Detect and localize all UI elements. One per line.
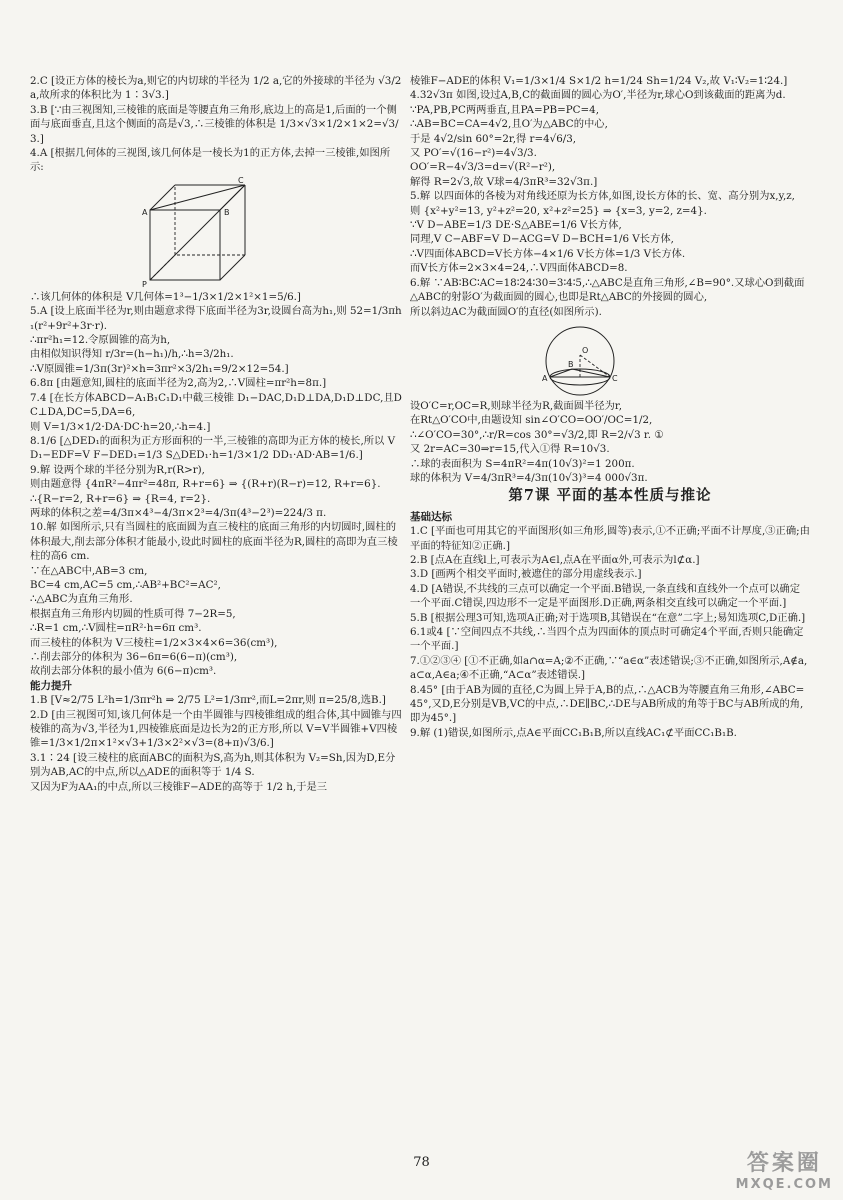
solution-paragraph: 两球的体积之差=4/3π×4³−4/3π×2³=4/3π(4³−2³)=224/3 π.	[30, 506, 327, 519]
solution-paragraph: 5.A [设上底面半径为r,则由题意求得下底面半径为3r,设圆台高为h₁,则 52=1/3πh₁(r²+9r²+3r·r).	[30, 305, 402, 332]
solution-paragraph: 又因为F为AA₁的中点,所以三棱锥F−ADE的高等于 1/2 h,于是三	[30, 780, 328, 793]
solution-paragraph: 5.解 以四面体的各棱为对角线还原为长方体,如图,设长方体的长、宽、高分别为x,y,z,	[410, 190, 795, 203]
solution-paragraph: 球的体积为 V=4/3πR³=4/3π(10√3)³=4 000√3π.	[410, 471, 648, 484]
solution-paragraph: 解得 R=2√3,故 V球=4/3πR³=32√3π.]	[410, 175, 598, 188]
solution-paragraph: 4.A [根据几何体的三视图,该几何体是一棱长为1的正方体,去掉一三棱锥,如图所示:	[30, 147, 391, 174]
solution-paragraph: 同理,V C−ABF=V D−ACG=V D−BCH=1/6 V长方体,	[410, 233, 674, 246]
section-heading: 基础达标	[410, 510, 452, 523]
sphere-section-figure	[520, 319, 640, 399]
page-number: 78	[413, 1155, 430, 1170]
svg-text:B: B	[568, 359, 574, 369]
solution-paragraph: ∵在△ABC中,AB=3 cm,	[30, 564, 148, 577]
solution-paragraph: 9.解 设两个球的半径分别为R,r(R>r),	[30, 463, 205, 476]
solution-paragraph: 而三棱柱的体积为 V三棱柱=1/2×3×4×6=36(cm³),	[30, 636, 278, 649]
solution-paragraph: ∴R=1 cm,∴V圆柱=πR²·h=6π cm³.	[30, 622, 202, 635]
solution-paragraph: ∴△ABC为直角三角形.	[30, 593, 133, 606]
solution-paragraph: 7.①②③④ [①不正确,如a∩α=A;②不正确,∵“a∈α”表述错误;③不正确,如图所示,A∉a,a⊂α,A∈a;④不正确,“A⊂α”表述错误.]	[410, 654, 808, 682]
solution-paragraph: ∵V D−ABE=1/3 DE·S△ABE=1/6 V长方体,	[410, 219, 622, 232]
solution-paragraph: 10.解 如图所示,只有当圆柱的底面圆为直三棱柱的底面三角形的内切圆时,圆柱的体积最大,削去部分体积才能最小,设此时圆柱的底面半径为R,圆柱的高即为直三棱柱的高6 cm.	[30, 521, 398, 563]
lesson-heading: 第7课 平面的基本性质与推论	[508, 487, 712, 505]
svg-text:C: C	[238, 175, 244, 185]
solution-paragraph: 7.4 [在长方体ABCD−A₁B₁C₁D₁中截三棱锥 D₁−DAC,D₁D⊥DA,D₁D⊥DC,且DC⊥DA,DC=5,DA=6,	[30, 391, 402, 419]
solution-paragraph: 又 2r=AC=30⇒r=15,代入①得 R=10√3.	[410, 443, 610, 456]
solution-paragraph: 而V长方体=2×3×4=24,∴V四面体ABCD=8.	[410, 262, 628, 275]
solution-paragraph: 6.1或4 [∵空间四点不共线,∴当四个点为四面体的顶点时可确定4个平面,否则只能确定一个平面.]	[410, 626, 804, 653]
svg-text:B: B	[224, 207, 230, 217]
solution-paragraph: 4.D [A错误,不共线的三点可以确定一个平面.B错误,一条直线和直线外一个点可以确定一个平面.C错误,四边形不一定是平面图形.D正确,两条相交直线可以确定一个平面.]	[410, 582, 800, 610]
svg-text:C: C	[612, 373, 618, 383]
svg-text:P: P	[142, 279, 147, 289]
solution-paragraph: 8.1/6 [△DED₁的面积为正方形面积的一半,三棱锥的高即为正方体的棱长,所以 V D₁−EDF=V F−DED₁=1/3 S△DED₁·h=1/3×1/2 DD₁·AD·AB=1/6.]	[30, 434, 399, 462]
solution-paragraph: OO′=R−4√3/3=d=√(R²−r²),	[410, 161, 556, 174]
solution-paragraph: 5.B [根据公理3可知,选项A正确;对于选项B,其错误在“在意”二字上;易知选项C,D正确.]	[410, 611, 806, 624]
solution-paragraph: 2.B [点A在直线l上,可表示为A∈l,点A在平面α外,可表示为l⊄α.]	[410, 553, 700, 566]
solution-paragraph: 根据直角三角形内切圆的性质可得 7−2R=5,	[30, 607, 236, 620]
figure	[410, 319, 810, 399]
solution-paragraph: ∴AB=BC=CA=4√2,且O′为△ABC的中心,	[410, 118, 608, 131]
solution-paragraph: 3.D [画两个相交平面时,被遮住的部分用虚线表示.]	[410, 568, 642, 581]
solution-paragraph: 又 PO′=√(16−r²)=4√3/3.	[410, 147, 537, 160]
solution-paragraph: ∴V原圆锥=1/3π(3r)²×h=3πr²×3/2h₁=9/2×12=54.]	[30, 362, 289, 375]
solution-paragraph: 2.D [由三视图可知,该几何体是一个由半圆锥与四棱锥组成的组合体,其中圆锥与四棱锥的高为√3,半径为1,四棱锥底面是边长为2的正方形,所以 V=V半圆锥+V四棱锥=1/3×1/2π×1²×√3+1/3×2²×√3=(8+π)√3/6.]	[30, 708, 402, 750]
solution-paragraph: 3.B [∵由三视图知,三棱锥的底面是等腰直角三角形,底边上的高是1,后面的一个侧面与底面垂直,且这个侧面的高是√3,∴三棱锥的体积是 1/3×√3×1/2×1×2=√3/3.]	[30, 103, 399, 145]
solution-paragraph: 故削去部分体积的最小值为 6(6−π)cm³.	[30, 665, 217, 678]
solution-paragraph: 4.32√3π 如图,设过A,B,C的截面圆的圆心为O′,半径为r,球心O到该截面的距离为d.	[410, 89, 786, 102]
solution-paragraph: 所以斜边AC为截面圆O′的直径(如图所示).	[410, 305, 602, 318]
solution-paragraph: 在Rt△O′CO中,由题设知 sin∠O′CO=OO′/OC=1/2,	[410, 414, 653, 427]
svg-text:A: A	[142, 207, 148, 217]
solution-paragraph: 2.C [设正方体的棱长为a,则它的内切球的半径为 1/2 a,它的外接球的半径为 √3/2 a,故所求的体积比为 1∶3√3.]	[30, 75, 405, 102]
figure	[30, 175, 402, 290]
watermark	[736, 1146, 833, 1192]
solution-paragraph: 1.B [V≈2/75 L²h=1/3πr²h ⇒ 2/75 L²=1/3πr²,而L=2πr,则 π=25/8,选B.]	[30, 694, 386, 707]
section-heading: 能力提升	[30, 679, 72, 692]
solution-paragraph: 于是 4√2/sin 60°=2r,得 r=4√6/3,	[410, 132, 577, 145]
solution-paragraph: ∴πr²h₁=12.令原圆锥的高为h,	[30, 334, 171, 347]
right-column	[410, 74, 810, 740]
solution-paragraph: 9.解 (1)错误,如图所示,点A∈平面CC₁B₁B,所以直线AC₁⊄平面CC₁B₁B.	[410, 726, 737, 739]
solution-paragraph: 则 V=1/3×1/2·DA·DC·h=20,∴h=4.]	[30, 420, 211, 433]
left-column	[30, 74, 405, 794]
solution-paragraph: ∴∠O′CO=30°,∴r/R=cos 30°=√3/2,即 R=2/√3 r. ①	[410, 428, 664, 441]
solution-paragraph: 棱锥F−ADE的体积 V₁=1/3×1/4 S×1/2 h=1/24 Sh=1/24 V₂,故 V₁∶V₂=1∶24.]	[410, 75, 788, 87]
solution-paragraph: 设O′C=r,OC=R,则球半径为R,截面圆半径为r,	[410, 399, 622, 412]
solution-paragraph: BC=4 cm,AC=5 cm,∴AB²+BC²=AC²,	[30, 578, 221, 591]
solution-paragraph: 1.C [平面也可用其它的平面图形(如三角形,圆等)表示,①不正确;平面不计厚度,③正确;由平面的特征知②正确.]	[410, 525, 810, 552]
solution-paragraph: ∵PA,PB,PC两两垂直,且PA=PB=PC=4,	[410, 103, 600, 116]
watermark-url: MXQE.COM	[735, 1177, 833, 1192]
solution-paragraph: 6.8π [由题意知,圆柱的底面半径为2,高为2,∴V圆柱=πr²h=8π.]	[30, 377, 327, 390]
solution-paragraph: 则 {x²+y²=13, y²+z²=20, x²+z²=25} ⇒ {x=3, y=2, z=4}.	[410, 204, 707, 217]
svg-text:O: O	[582, 345, 589, 355]
solution-paragraph: ∴V四面体ABCD=V长方体−4×1/6 V长方体=1/3 V长方体.	[410, 247, 686, 260]
solution-paragraph: ∴该几何体的体积是 V几何体=1³−1/3×1/2×1²×1=5/6.]	[30, 290, 301, 303]
svg-text:A: A	[542, 373, 548, 383]
solution-paragraph: 则由题意得 {4πR²−4πr²=48π, R+r=6} ⇒ {(R+r)(R−r)=12, R+r=6}.	[30, 478, 381, 491]
solution-paragraph: ∴{R−r=2, R+r=6} ⇒ {R=4, r=2}.	[30, 492, 211, 505]
solution-paragraph: 由相似知识得知 r/3r=(h−h₁)/h,∴h=3/2h₁.	[30, 348, 234, 361]
solution-paragraph: ∴球的表面积为 S=4πR²=4π(10√3)²=1 200π.	[410, 457, 635, 470]
solution-paragraph: 3.1∶24 [设三棱柱的底面ABC的面积为S,高为h,则其体积为 V₂=Sh,因为D,E分别为AB,AC的中点,所以△ADE的面积等于 1/4 S.	[30, 751, 396, 779]
solution-paragraph: 6.解 ∵AB∶BC∶AC=18∶24∶30=3∶4∶5,∴△ABC是直角三角形,∠B=90°.又球心O到截面△ABC的射影O′为截面圆的圆心,也即是Rt△ABC的外接圆的圆心,	[410, 276, 805, 304]
solution-paragraph: 8.45° [由于AB为圆的直径,C为圆上异于A,B的点,∴△ACB为等腰直角三角形,∠ABC=45°,又D,E分别是VB,VC的中点,∴DE∥BC,∴DE与AB所成的角等于BC与AB所成的角,即为45°.]	[410, 683, 805, 725]
watermark-logo-text: 答案圈	[746, 1151, 822, 1176]
solution-paragraph: ∴削去部分的体积为 36−6π=6(6−π)(cm³),	[30, 651, 238, 663]
cube-figure	[140, 175, 260, 290]
